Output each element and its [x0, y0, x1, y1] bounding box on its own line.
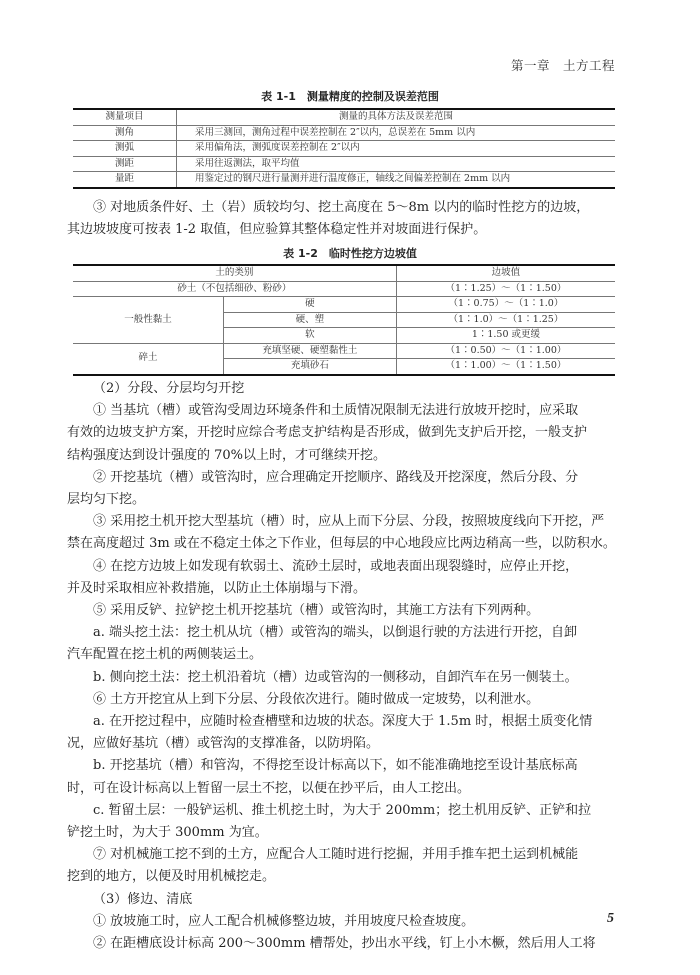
table-1-1	[73, 108, 615, 189]
text-line: 并及时采取相应补救措施，以防止土体崩塌与下滑。	[67, 580, 367, 596]
table-cell: 碎土	[73, 343, 224, 375]
table-cell: （1∶1.00）～（1∶1.50）	[445, 360, 567, 371]
body-text	[67, 378, 617, 955]
text-line: （2）分段、分层均匀开挖	[93, 381, 245, 396]
page-number: 5	[607, 911, 614, 926]
text-line: 层均匀下挖。	[67, 492, 146, 508]
table-row	[73, 125, 615, 141]
table-cell: 采用偏角法，测弧度误差控制在 2″以内	[177, 141, 616, 157]
text-line: b. 侧向挖土法：挖土机沿着坑（槽）边或管沟的一侧移动，自卸汽车在另一侧装土。	[93, 669, 578, 685]
table-row	[73, 156, 615, 172]
table-row	[73, 297, 615, 313]
text-line: ② 开挖基坑（槽）或管沟时，应合理确定开挖顺序、路线及开挖深度，然后分段、分	[93, 469, 579, 485]
table-1-2	[73, 264, 615, 376]
table-cell: 量距	[73, 172, 177, 188]
table-cell: 1∶1.50 或更缓	[396, 328, 615, 344]
table-header-cell: 测量项目	[73, 109, 177, 125]
table-cell: （1∶0.75）～（1∶1.0）	[396, 297, 615, 313]
text-line: c. 暂留土层：一般铲运机、推土机挖土时，为大于 200mm；挖土机用反铲、正铲和拉	[93, 802, 592, 818]
table-cell: （1∶0.50）～（1∶1.00）	[396, 343, 615, 359]
table-cell: （1∶1.0）～（1∶1.25）	[396, 312, 615, 328]
text-line: 其边坡坡度可按表 1-2 取值，但应验算其整体稳定性并对坡面进行保护。	[67, 222, 487, 238]
text-line: （3）修边、清底	[93, 891, 193, 907]
table-row	[73, 172, 615, 188]
table-cell: 测角	[73, 125, 177, 141]
table-cell: 采用往返测法，取平均值	[177, 156, 616, 172]
text-line: ① 当基坑（槽）或管沟受周边环境条件和土质情况限制无法进行放坡开挖时，应采取	[93, 403, 579, 419]
table-row	[73, 343, 615, 359]
text-line: 况，应做好基坑（槽）或管沟的支撑准备，以防坍陷。	[67, 736, 380, 752]
table-row	[73, 281, 615, 297]
text-line: ⑦ 对机械施工挖不到的土方，应配合人工随时进行挖掘，并用手推车把土运到机械能	[93, 847, 579, 863]
table-header-row	[73, 109, 615, 125]
text-line: ③ 采用挖土机开挖大型基坑（槽）时，应从上而下分层、分段，按照坡度线向下开挖，严	[93, 514, 605, 530]
text-line: 汽车配置在挖土机的两侧装运土。	[67, 647, 263, 663]
table-header-cell: 边坡值	[396, 265, 615, 281]
table-cell: 硬	[224, 297, 397, 313]
table-cell: （1∶1.25）～（1∶1.50）	[396, 281, 615, 297]
text-line: ① 放坡施工时，应人工配合机械修整边坡，并用坡度尺检查坡度。	[93, 913, 475, 929]
table-row	[73, 141, 615, 157]
text-line: ⑤ 采用反铲、拉铲挖土机开挖基坑（槽）或管沟时，其施工方法有下列两种。	[93, 603, 540, 619]
table-cell: 一般性黏土	[73, 297, 224, 344]
text-line: ⑥ 土方开挖宜从上到下分层、分段依次进行。随时做成一定坡势，以利泄水。	[93, 691, 540, 707]
text-line: ③ 对地质条件好、土（岩）质较均匀、挖土高度在 5～8m 以内的临时性挖方的边坡，	[93, 200, 590, 215]
table-cell: 硬、塑	[224, 312, 397, 328]
text-line: 有效的边坡支护方案，开挖时应综合考虑支护结构是否形成，做到先支护后开挖，一般支护	[67, 425, 588, 441]
text-line: 挖到的地方，以便及时用机械挖走。	[67, 869, 276, 885]
running-head: 第一章 土方工程	[510, 58, 615, 73]
table-cell: 用鉴定过的钢尺进行量测并进行温度修正，轴线之间偏差控制在 2mm 以内	[195, 173, 511, 184]
table-cell: 测弧	[73, 141, 177, 157]
text-line: ② 在距槽底设计标高 200～300mm 槽帮处，抄出水平线，钉上小木橛，然后用人工将	[93, 936, 596, 952]
text-line: 禁在高度超过 3m 或在不稳定土体之下作业，但每层的中心地段应比两边稍高一些，以防积水。	[67, 536, 616, 552]
text-line: 时，可在设计标高以上暂留一层土不挖，以便在抄平后，由人工挖出。	[67, 780, 471, 796]
text-line: ④ 在挖方边坡上如发现有软弱土、流砂土层时，或地表面出现裂缝时，应停止开挖，	[93, 558, 579, 574]
table-1-1-caption: 表 1-1 测量精度的控制及误差范围	[261, 90, 439, 103]
table-cell: 充填坚硬、硬塑黏性土	[224, 343, 397, 359]
table-cell: 砂土（不包括细砂、粉砂）	[73, 281, 396, 297]
table-1-2-caption: 表 1-2 临时性挖方边坡值	[283, 247, 417, 260]
table-cell: 采用三测回，测角过程中误差控制在 2″以内，总误差在 5mm 以内	[177, 125, 616, 141]
text-line: 结构强度达到设计强度的 70%以上时，才可继续开挖。	[67, 447, 387, 463]
table-header-row	[73, 265, 615, 281]
table-cell: 充填砂石	[224, 359, 397, 375]
table-cell: 软	[224, 328, 397, 344]
table-cell: 测距	[73, 156, 177, 172]
table-header-cell: 土的类别	[73, 265, 396, 281]
text-line: a. 在开挖过程中，应随时检查槽壁和边坡的状态。深度大于 1.5m 时，根据土质变化情	[93, 714, 593, 730]
paragraph-slope-intro	[67, 197, 617, 241]
table-header-cell: 测量的具体方法及误差范围	[177, 109, 616, 125]
text-line: b. 开挖基坑（槽）和管沟，不得挖至设计标高以下，如不能准确地挖至设计基底标高	[93, 758, 578, 774]
text-line: 铲挖土时，为大于 300mm 为宜。	[67, 825, 268, 841]
text-line: a. 端头挖土法：挖土机从坑（槽）或管沟的端头，以倒退行驶的方法进行开挖，自卸	[93, 625, 578, 641]
